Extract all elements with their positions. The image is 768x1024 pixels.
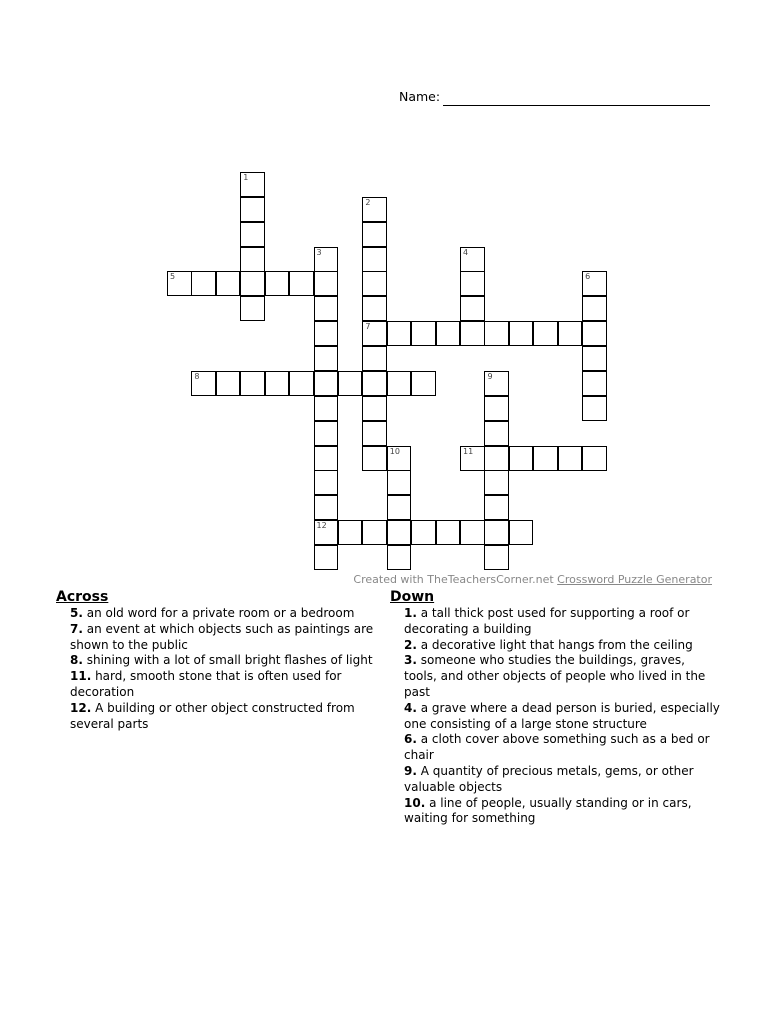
- clue-number: 2.: [404, 637, 417, 652]
- grid-cell[interactable]: [362, 197, 387, 222]
- grid-cell[interactable]: [484, 545, 509, 570]
- credit-text: Created with TheTeachersCorner.net: [353, 573, 554, 586]
- across-clue: [56, 669, 376, 701]
- cell-number: 7: [365, 322, 371, 332]
- grid-cell[interactable]: [411, 321, 436, 346]
- grid-cell[interactable]: [314, 396, 339, 421]
- grid-cell[interactable]: [387, 446, 412, 471]
- down-clue: [390, 638, 720, 654]
- clue-text: a tall thick post used for supporting a roof or decorating a building: [404, 606, 690, 636]
- grid-cell[interactable]: [240, 222, 265, 247]
- grid-cell[interactable]: [460, 247, 485, 272]
- grid-cell[interactable]: [387, 470, 412, 495]
- name-field[interactable]: [443, 105, 710, 106]
- grid-cell[interactable]: [314, 346, 339, 371]
- cell-number: 5: [170, 272, 176, 282]
- grid-cell[interactable]: [240, 247, 265, 272]
- grid-cell[interactable]: [558, 321, 583, 346]
- grid-cell[interactable]: [265, 371, 290, 396]
- grid-cell[interactable]: [191, 271, 216, 296]
- grid-cell[interactable]: [484, 421, 509, 446]
- grid-cell[interactable]: [460, 321, 485, 346]
- grid-cell[interactable]: [582, 446, 607, 471]
- down-clues: [390, 589, 720, 827]
- grid-cell[interactable]: [191, 371, 216, 396]
- grid-cell[interactable]: [314, 495, 339, 520]
- clue-number: 9.: [404, 763, 417, 778]
- clue-text: A building or other object constructed from several parts: [70, 700, 355, 731]
- grid-cell[interactable]: [314, 247, 339, 272]
- grid-cell[interactable]: [362, 446, 387, 471]
- down-clue: [390, 796, 720, 828]
- grid-cell[interactable]: [558, 446, 583, 471]
- grid-cell[interactable]: [314, 470, 339, 495]
- grid-cell[interactable]: [314, 271, 339, 296]
- clue-text: an event at which objects such as paintings are shown to the public: [70, 621, 374, 652]
- grid-cell[interactable]: [362, 520, 387, 545]
- grid-cell[interactable]: [240, 371, 265, 396]
- grid-cell[interactable]: [509, 446, 534, 471]
- clue-text: a grave where a dead person is buried, especially one consisting of a large stone structure: [404, 700, 720, 731]
- down-clue: [390, 606, 720, 638]
- grid-cell[interactable]: [484, 495, 509, 520]
- clue-text: someone who studies the buildings, graves, tools, and other objects of people who lived in the past: [404, 653, 706, 699]
- clue-number: 8.: [70, 653, 83, 668]
- clue-text: shining with a lot of small bright flashes of light: [82, 653, 373, 668]
- grid-cell[interactable]: [387, 495, 412, 520]
- grid-cell[interactable]: [533, 446, 558, 471]
- clue-text: a cloth cover above something such as a bed or chair: [404, 732, 710, 763]
- clue-number: 7.: [70, 621, 83, 636]
- grid-cell[interactable]: [509, 520, 534, 545]
- across-heading: Across: [56, 589, 109, 605]
- grid-cell[interactable]: [362, 396, 387, 421]
- across-clue: [56, 653, 376, 669]
- cell-number: 9: [487, 371, 493, 381]
- grid-cell[interactable]: [314, 520, 339, 545]
- grid-cell[interactable]: [240, 296, 265, 321]
- grid-cell[interactable]: [314, 296, 339, 321]
- grid-cell[interactable]: [362, 247, 387, 272]
- clue-number: 3.: [404, 653, 417, 668]
- grid-cell[interactable]: [338, 520, 363, 545]
- grid-cell[interactable]: [362, 421, 387, 446]
- grid-cell[interactable]: [484, 321, 509, 346]
- clue-text: hard, smooth stone that is often used for decoration: [70, 669, 342, 699]
- grid-cell[interactable]: [460, 296, 485, 321]
- clue-number: 6.: [404, 732, 417, 747]
- grid-cell[interactable]: [167, 271, 192, 296]
- grid-cell[interactable]: [362, 346, 387, 371]
- grid-cell[interactable]: [533, 321, 558, 346]
- grid-cell[interactable]: [289, 371, 314, 396]
- grid-cell[interactable]: [314, 545, 339, 570]
- grid-cell[interactable]: [362, 222, 387, 247]
- clue-number: 12.: [70, 700, 92, 715]
- grid-cell[interactable]: [362, 371, 387, 396]
- grid-cell[interactable]: [387, 321, 412, 346]
- clue-text: a line of people, usually standing or in cars, waiting for something: [404, 795, 692, 826]
- grid-cell[interactable]: [265, 271, 290, 296]
- across-clues: [56, 589, 376, 732]
- grid-cell[interactable]: [314, 321, 339, 346]
- cell-number: 12: [316, 521, 327, 531]
- across-clue: [56, 701, 376, 733]
- grid-cell[interactable]: [582, 371, 607, 396]
- grid-cell[interactable]: [362, 296, 387, 321]
- down-clue: [390, 732, 720, 764]
- grid-cell[interactable]: [484, 470, 509, 495]
- cell-number: 4: [463, 247, 469, 257]
- grid-cell[interactable]: [460, 446, 485, 471]
- grid-cell[interactable]: [411, 520, 436, 545]
- clue-number: 1.: [404, 606, 417, 620]
- cell-number: 1: [243, 173, 249, 182]
- grid-cell[interactable]: [216, 271, 241, 296]
- grid-cell[interactable]: [436, 321, 461, 346]
- clue-text: a decorative light that hangs from the ceiling: [416, 637, 693, 652]
- grid-cell[interactable]: [582, 396, 607, 421]
- down-clue: [390, 764, 720, 796]
- grid-cell[interactable]: [289, 271, 314, 296]
- down-clue: [390, 701, 720, 733]
- grid-cell[interactable]: [582, 346, 607, 371]
- cell-number: 2: [365, 197, 371, 207]
- grid-cell[interactable]: [338, 371, 363, 396]
- grid-cell[interactable]: [484, 396, 509, 421]
- grid-cell[interactable]: [314, 421, 339, 446]
- cell-number: 3: [316, 247, 322, 257]
- grid-cell[interactable]: [216, 371, 241, 396]
- across-clue: [56, 622, 376, 654]
- cell-number: 6: [585, 272, 591, 282]
- grid-cell[interactable]: [484, 371, 509, 396]
- grid-cell[interactable]: [582, 321, 607, 346]
- down-heading: Down: [390, 589, 435, 605]
- grid-cell[interactable]: [362, 321, 387, 346]
- grid-cell[interactable]: [240, 172, 265, 197]
- grid-cell[interactable]: [436, 520, 461, 545]
- grid-cell[interactable]: [362, 271, 387, 296]
- across-clue: [56, 606, 376, 622]
- grid-cell[interactable]: [484, 446, 509, 471]
- down-clue: [390, 653, 720, 700]
- grid-cell[interactable]: [582, 296, 607, 321]
- name-label: Name:: [399, 89, 441, 104]
- grid-cell[interactable]: [240, 197, 265, 222]
- credit-line: [353, 573, 712, 586]
- grid-cell[interactable]: [460, 271, 485, 296]
- grid-cell[interactable]: [387, 520, 412, 545]
- grid-cell[interactable]: [460, 520, 485, 545]
- clue-text: A quantity of precious metals, gems, or other valuable objects: [404, 763, 694, 794]
- grid-cell[interactable]: [314, 371, 339, 396]
- clue-number: 4.: [404, 700, 417, 715]
- cell-number: 10: [389, 446, 400, 456]
- clue-number: 11.: [70, 669, 92, 684]
- grid-cell[interactable]: [509, 321, 534, 346]
- clue-text: an old word for a private room or a bedroom: [82, 606, 355, 620]
- generator-link[interactable]: Crossword Puzzle Generator: [557, 573, 712, 586]
- grid-cell[interactable]: [484, 520, 509, 545]
- grid-cell[interactable]: [314, 446, 339, 471]
- grid-cell[interactable]: [387, 371, 412, 396]
- grid-cell[interactable]: [387, 545, 412, 570]
- cell-number: 8: [194, 371, 200, 381]
- grid-cell[interactable]: [240, 271, 265, 296]
- clue-number: 10.: [404, 795, 426, 810]
- cell-number: 11: [463, 446, 474, 456]
- grid-cell[interactable]: [582, 271, 607, 296]
- grid-cell[interactable]: [411, 371, 436, 396]
- clue-number: 5.: [70, 606, 83, 620]
